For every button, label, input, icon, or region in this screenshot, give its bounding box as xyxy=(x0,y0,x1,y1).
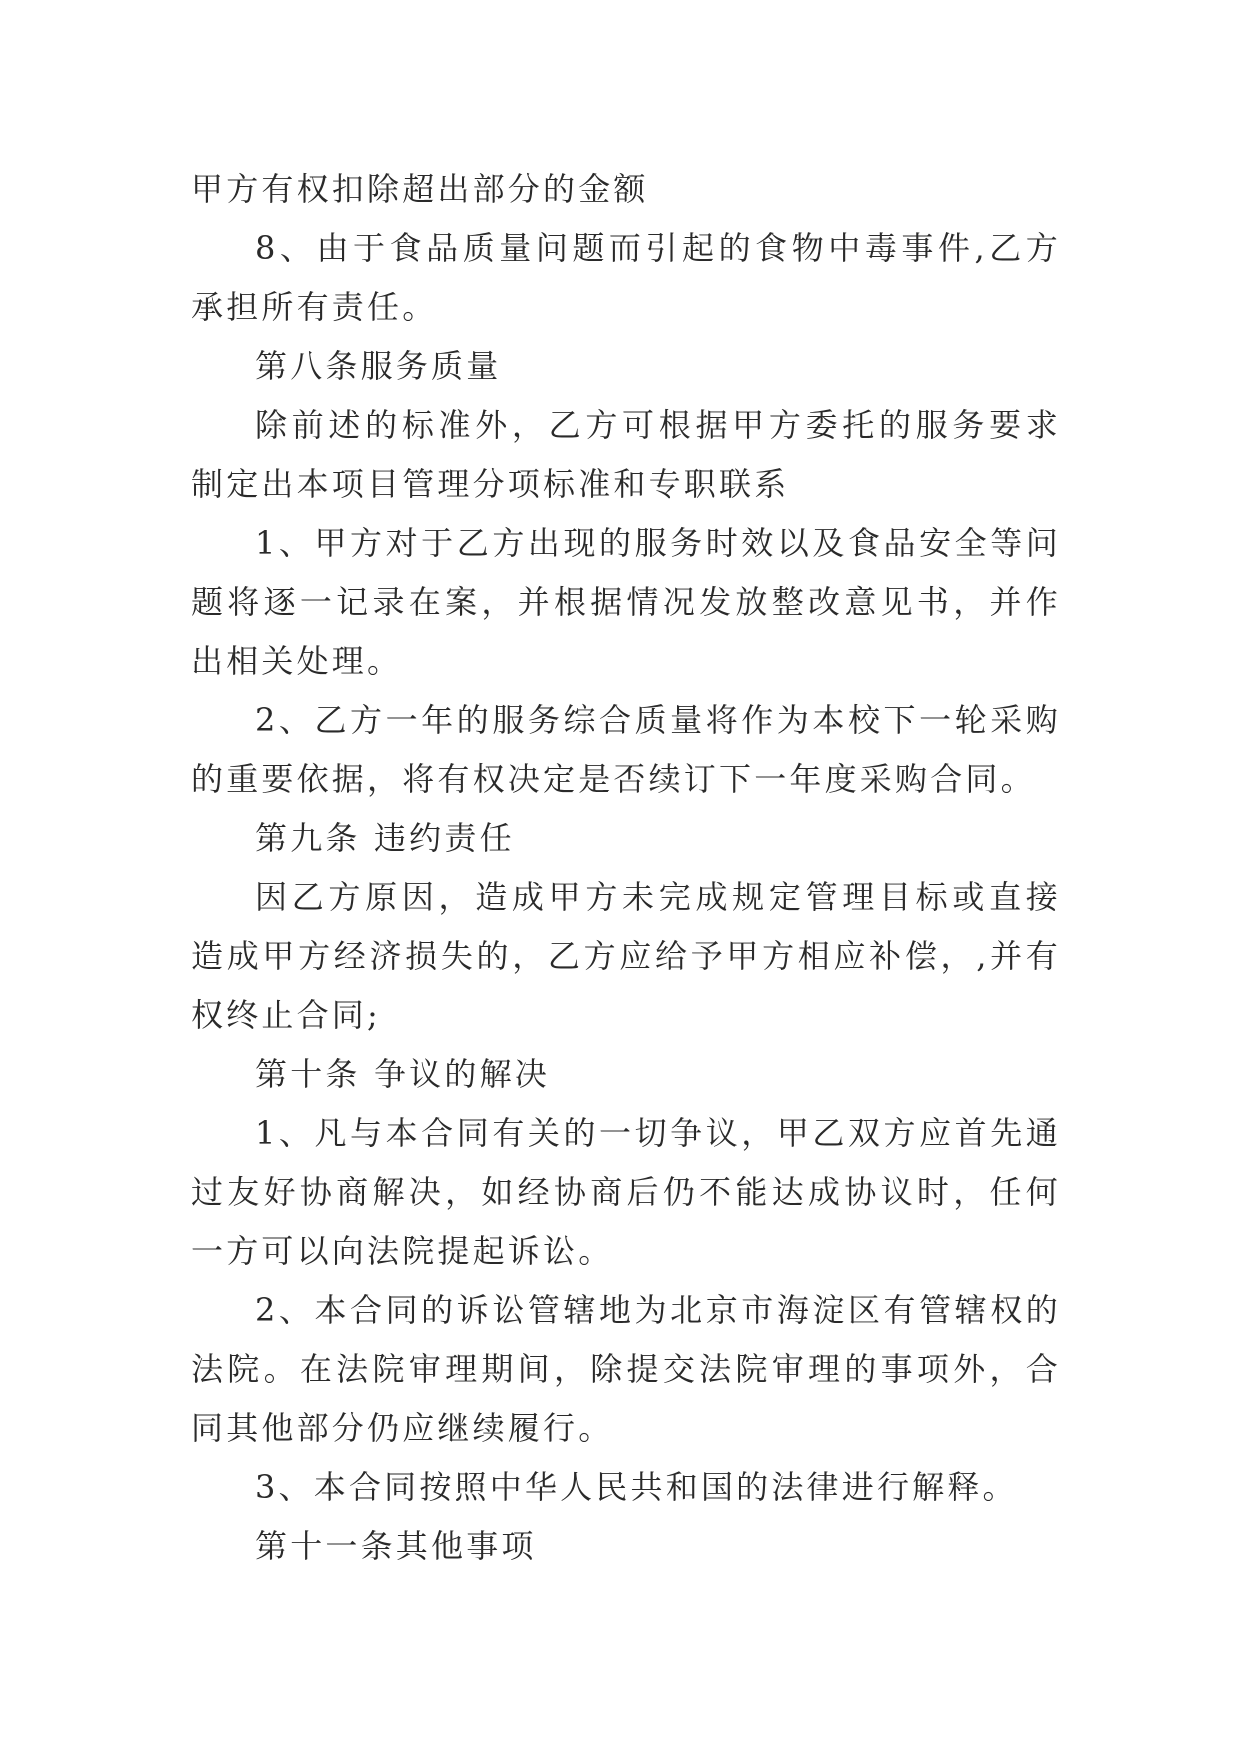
paragraph-article-8-item-1: 1、甲方对于乙方出现的服务时效以及食品安全等问题将逐一记录在案，并根据情况发放整改意见书，并作出相关处理。 xyxy=(191,524,1061,680)
heading-article-10: 第十条 争议的解决 xyxy=(255,1055,550,1093)
paragraph-article-10-item-2: 2、本合同的诉讼管辖地为北京市海淀区有管辖权的法院。在法院审理期间，除提交法院审理的事项外，合同其他部分仍应继续履行。 xyxy=(191,1291,1061,1447)
heading-article-11: 第十一条其他事项 xyxy=(255,1527,537,1565)
paragraph-article-9-body: 因乙方原因，造成甲方未完成规定管理目标或直接造成甲方经济损失的，乙方应给予甲方相应补偿，,并有权终止合同; xyxy=(191,878,1061,1034)
paragraph-article-8-item-2: 2、乙方一年的服务综合质量将作为本校下一轮采购的重要依据，将有权决定是否续订下一年度采购合同。 xyxy=(191,701,1061,798)
paragraph-item-8-food-poisoning: 8、由于食品质量问题而引起的食物中毒事件,乙方承担所有责任。 xyxy=(191,229,1061,326)
paragraph-article-8-intro: 除前述的标准外，乙方可根据甲方委托的服务要求制定出本项目管理分项标准和专职联系 xyxy=(191,406,1061,503)
document-body xyxy=(191,160,1061,1576)
heading-article-9: 第九条 违约责任 xyxy=(255,819,515,857)
paragraph-article-10-item-1: 1、凡与本合同有关的一切争议，甲乙双方应首先通过友好协商解决，如经协商后仍不能达成协议时，任何一方可以向法院提起诉讼。 xyxy=(191,1114,1061,1270)
paragraph-deduction-continuation: 甲方有权扣除超出部分的金额 xyxy=(191,170,649,208)
paragraph-article-10-item-3: 3、本合同按照中华人民共和国的法律进行解释。 xyxy=(255,1468,1018,1506)
heading-article-8: 第八条服务质量 xyxy=(255,347,502,385)
